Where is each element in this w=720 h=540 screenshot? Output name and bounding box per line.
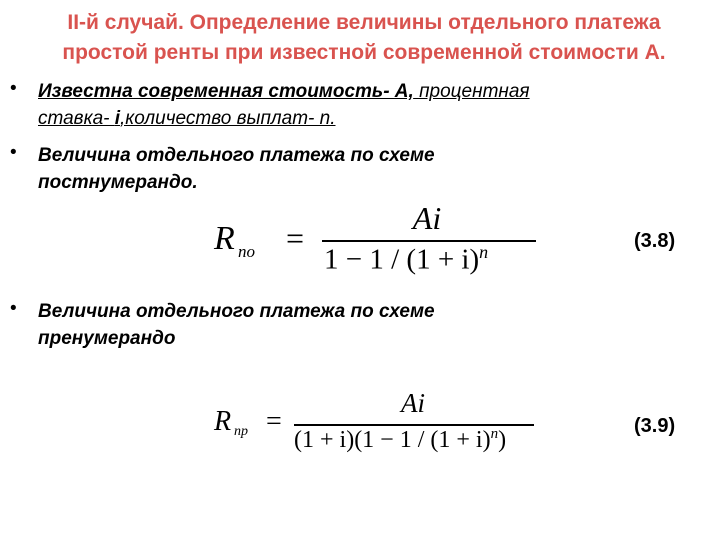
formula-numerator: Ai	[401, 388, 425, 418]
bullet-known-values	[38, 78, 688, 132]
bullet-postnumerando-line-1: Величина отдельного платежа по схеме	[38, 145, 435, 166]
bullet-prenumerando	[38, 298, 688, 352]
formula-denominator-text: (1 + i)(1 − 1 / (1 + i)	[294, 427, 491, 453]
formula-postnumerando	[214, 200, 544, 280]
bullet-prenumerando-line-2: пренумерандо	[38, 328, 176, 349]
bullet-payments-count: ,количество выплат- n.	[120, 108, 336, 129]
formula-subscript: пр	[234, 424, 248, 439]
bullet-marker: •	[10, 298, 17, 319]
formula-exponent: n	[479, 242, 489, 262]
bullet-known-values-rate: процентная	[413, 81, 530, 102]
formula-lhs: R	[214, 406, 232, 437]
slide-title	[14, 8, 714, 68]
formula-number: (3.8)	[634, 230, 676, 252]
bullet-rate-label: ставка-	[38, 108, 115, 129]
bullet-known-values-bold: Известна современная стоимость- А,	[38, 81, 414, 102]
title-line-1: II-й случай. Определение величины отдельного платежа	[67, 11, 661, 34]
bullet-postnumerando-line-2: постнумерандо.	[38, 172, 198, 193]
formula-numerator: Ai	[412, 200, 442, 236]
bullet-rate-symbol: i	[114, 108, 121, 129]
formula-subscript: по	[238, 242, 255, 261]
formula-equals: =	[286, 220, 305, 256]
formula-equals: =	[266, 406, 282, 437]
bullet-marker: •	[10, 142, 17, 163]
bullet-postnumerando	[38, 142, 688, 196]
bullet-marker: •	[10, 78, 17, 99]
formula-number: (3.9)	[634, 415, 676, 437]
formula-prenumerando	[214, 390, 544, 470]
formula-denominator-text: 1 − 1 / (1 + i)	[324, 243, 480, 276]
formula-denominator	[294, 426, 506, 454]
formula-lhs: R	[214, 220, 235, 257]
formula-exponent: n	[490, 426, 499, 442]
title-line-2: простой ренты при известной современной стоимости А.	[62, 41, 666, 64]
formula-denominator	[324, 242, 488, 277]
bullet-prenumerando-line-1: Величина отдельного платежа по схеме	[38, 301, 435, 322]
formula-close-paren: )	[498, 427, 507, 453]
